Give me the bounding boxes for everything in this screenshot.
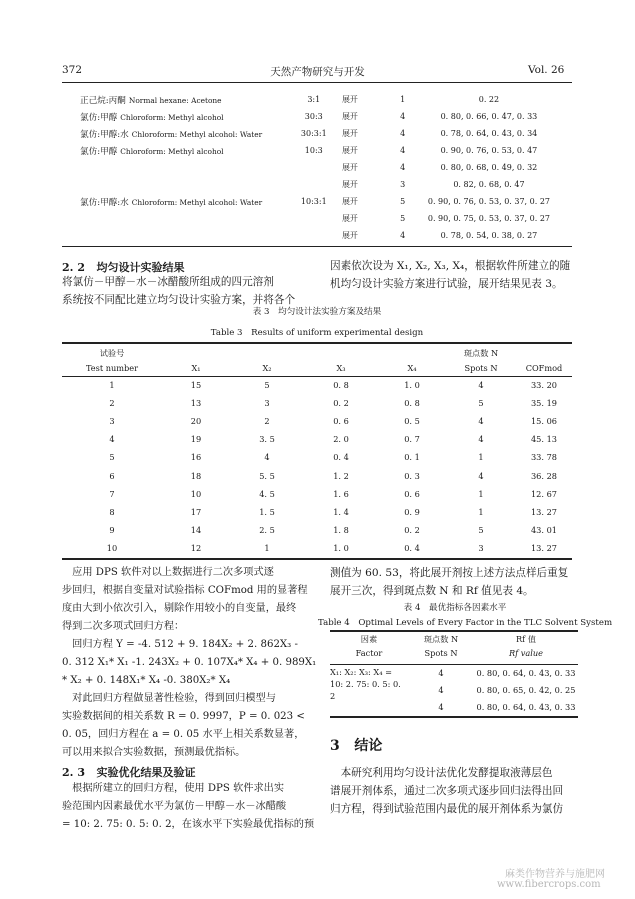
table-cell: 5 [478, 398, 484, 409]
rf-cell: 0. 90, 0. 75, 0. 53, 0. 37, 0. 27 [427, 214, 550, 223]
table-cell: 5 [478, 524, 484, 535]
ratio-cell: 30:3 [304, 112, 323, 121]
action-cell: 展开 [341, 180, 358, 189]
table-4-factor-cell [330, 666, 408, 702]
solvent-en: Chloroform: Methyl alcohol [120, 112, 224, 122]
text-line: 验范围内因素最优水平为氯仿－甲醇－水－冰醋酸 [62, 801, 287, 812]
spots-cell: 4 [400, 112, 406, 121]
text-line: 实验数据间的相关系数 R = 0. 9997，P = 0. 023 < [62, 711, 305, 722]
action-cell: 展开 [341, 214, 358, 223]
table-cell: 0. 4 [404, 542, 420, 553]
table-1-bottom-rule [62, 246, 572, 247]
table-cell: 4 [478, 470, 484, 481]
table-cell: 7 [109, 488, 115, 499]
header-factor-en: Factor [355, 648, 383, 658]
solvent-en: Chloroform: Methyl alcohol [120, 146, 224, 156]
solvent-en: Normal hexane: Acetone [128, 95, 222, 105]
table-cell: 3 [478, 542, 484, 553]
solvent-cn: 氯仿:甲醇 [80, 112, 118, 123]
journal-title: 天然产物研究与开发 [270, 66, 365, 78]
section-title: 均匀设计实验结果 [96, 261, 185, 274]
table-row [80, 142, 550, 159]
header-factor-cn: 因素 [360, 634, 378, 644]
watermark-url: www.fibercrops.com [497, 879, 601, 890]
table-cell: 1. 2 [333, 470, 349, 481]
text-line: 本研究利用均匀设计法优化发酵提取液薄层色 [330, 767, 553, 779]
table-cell: 1 [478, 452, 484, 463]
table-cell: 0. 7 [404, 434, 420, 445]
table-cell: 2. 0 [333, 434, 349, 445]
text-line: 0. 05，回归方程在 a = 0. 05 水平上相关系数显著， [62, 729, 305, 740]
table-cell: 35. 19 [530, 398, 558, 409]
table-row [80, 91, 550, 108]
solvent-cell [80, 108, 286, 125]
table-3-top-rule [62, 342, 572, 344]
table-cell: 13 [190, 398, 202, 409]
column-header [516, 346, 572, 360]
section-title: 结论 [354, 738, 383, 754]
spots-cell: 5 [400, 214, 406, 223]
rf-cell: 0. 80, 0. 66, 0. 47, 0. 33 [440, 112, 538, 121]
solvent-cell [80, 193, 286, 210]
spots-cell: 4 [438, 684, 444, 695]
para-2-2-left [62, 273, 295, 309]
table-header-row [62, 360, 572, 376]
table-4-header-en [330, 648, 578, 664]
spots-cell: 4 [438, 667, 444, 678]
header-rf-cn: Rf 值 [516, 634, 536, 644]
table-row [80, 210, 550, 227]
rf-cell: 0. 80, 0. 64, 0. 43, 0. 33 [476, 667, 576, 678]
solvent-cn: 氯仿:甲醇:水 [80, 197, 129, 208]
header-rf-en: Rf value [508, 648, 544, 658]
table-cell: 4 [264, 452, 270, 463]
section-number: 2. 3 [62, 766, 85, 779]
table-header-row [62, 346, 572, 360]
watermark-title: 麻类作物营养与施肥网 [505, 869, 605, 880]
column-header: Test number [85, 363, 139, 373]
table-row [62, 430, 572, 448]
table-cell: 0. 6 [333, 416, 349, 427]
header-spots-cn: 斑点数 N [423, 634, 459, 644]
optimization-text [62, 780, 324, 834]
table-cell: 1 [109, 380, 115, 391]
table-row [62, 503, 572, 521]
table-4-top-rule [330, 630, 578, 632]
volume-label: Vol. 26 [528, 64, 565, 76]
table-cell: 13. 27 [530, 506, 558, 517]
table-cell: 4 [109, 434, 115, 445]
spots-cell: 3 [400, 180, 406, 189]
section-number: 2. 2 [62, 261, 85, 274]
table-cell: 1 [478, 506, 484, 517]
column-header: X₃ [336, 363, 346, 373]
table-cell: 0. 9 [404, 506, 420, 517]
table-cell: 1 [478, 488, 484, 499]
column-header: X₂ [262, 363, 272, 373]
table-3-bottom-rule [62, 558, 572, 560]
table-cell: 14 [190, 524, 202, 535]
table-cell: 0. 2 [333, 398, 349, 409]
table-row [408, 681, 578, 698]
table-cell: 15 [190, 380, 202, 391]
spots-cell: 4 [400, 129, 406, 138]
conclusion-text [330, 764, 563, 818]
table-row [80, 108, 550, 125]
table-cell: 12 [190, 542, 202, 553]
table-row [408, 664, 578, 681]
table-cell: 16 [190, 452, 202, 463]
table-cell: 1 [264, 542, 270, 553]
table-cell: 17 [190, 506, 202, 517]
table-cell: 0. 2 [404, 524, 420, 535]
rf-cell: 0. 78, 0. 54, 0. 38, 0. 27 [440, 231, 538, 240]
text-line: 谱展开剂体系，通过二次多项式逐步回归法得出回 [330, 785, 564, 797]
table-row [408, 698, 578, 715]
rf-cell: 0. 80, 0. 64, 0. 43, 0. 33 [476, 701, 576, 712]
table-row [62, 394, 572, 412]
column-header [162, 346, 230, 360]
spots-cell: 4 [400, 231, 406, 240]
table-3-caption-en: Table 3 Results of uniform experimental design [210, 328, 424, 338]
column-header: Spots N [464, 363, 498, 373]
rf-cell: 0. 22 [478, 95, 500, 104]
table-4-caption-cn: 表 4 最优指标各因素水平 [403, 603, 507, 613]
table-4-header-cn [330, 634, 578, 648]
ratio-cell: 10:3:1 [300, 197, 327, 206]
table-cell: 36. 28 [530, 470, 558, 481]
section-3-heading [330, 735, 382, 755]
table-cell: 10 [190, 488, 202, 499]
para-2-2-right [330, 257, 570, 293]
table-cell: 3 [109, 416, 115, 427]
text-line: = 10: 2. 75: 0. 5: 0. 2，在该水平下实验最优指标的预 [62, 819, 315, 830]
table-cell: 0. 5 [404, 416, 420, 427]
rf-cell: 0. 78, 0. 64, 0. 43, 0. 34 [440, 129, 538, 138]
solvent-en: Chloroform: Methyl alcohol: Water [131, 197, 263, 207]
table-cell: 4 [478, 380, 484, 391]
spots-cell: 5 [400, 197, 406, 206]
table-3-caption-cn: 表 3 均匀设计法实验方案及结果 [252, 307, 382, 317]
text-line: 展开三次，得到斑点数 N 和 Rf 值见表 4。 [330, 585, 534, 597]
regression-text [62, 564, 324, 762]
solvent-cn: 氯仿:甲醇 [80, 146, 118, 157]
rf-cell: 0. 82, 0. 68, 0. 47 [453, 180, 525, 189]
table-4-bottom-rule [330, 716, 578, 718]
rf-cell: 0. 90, 0. 76, 0. 53, 0. 47 [440, 146, 538, 155]
column-header: COFmod [525, 363, 563, 373]
factor-line: X₁: X₂: X₃: X₄ = [330, 667, 392, 677]
table-cell: 2 [109, 398, 115, 409]
table-row [62, 521, 572, 539]
table-cell: 0. 8 [404, 398, 420, 409]
table-row [80, 227, 550, 244]
table-cell: 3. 5 [259, 434, 275, 445]
spots-cell: 1 [400, 95, 406, 104]
column-header: X₁ [191, 363, 201, 373]
table-cell: 1. 8 [333, 524, 349, 535]
header-rule [62, 82, 572, 83]
solvent-cell [80, 142, 286, 159]
page-number: 372 [62, 64, 83, 76]
solvent-en: Chloroform: Methyl alcohol: Water [131, 129, 263, 139]
text-line: 机均匀设计实验方案进行试验，展开结果见表 3。 [330, 278, 563, 290]
table-4-rows [408, 664, 578, 715]
action-cell: 展开 [341, 95, 358, 104]
table-cell: 45. 13 [530, 434, 558, 445]
table-cell: 9 [109, 524, 115, 535]
table-cell: 2. 5 [259, 524, 275, 535]
table-cell: 0. 1 [404, 452, 420, 463]
table-4-caption-en: Table 4 Optimal Levels of Every Factor in the TLC Solvent System [318, 618, 613, 628]
table-cell: 10 [106, 542, 118, 553]
text-line: 对此回归方程做显著性检验，得到回归模型与 [62, 693, 276, 704]
column-header: 斑点数 N [463, 347, 499, 358]
table-cell: 5 [264, 380, 270, 391]
table-cell: 4 [478, 434, 484, 445]
table-row [62, 539, 572, 557]
spots-cell: 4 [400, 163, 406, 172]
solvent-cell [80, 210, 286, 227]
table-cell: 20 [190, 416, 202, 427]
action-cell: 展开 [341, 231, 358, 240]
solvent-cell [80, 159, 286, 176]
action-cell: 展开 [341, 129, 358, 138]
ratio-cell: 10:3 [304, 146, 323, 155]
table-row [80, 159, 550, 176]
table-4 [330, 634, 578, 664]
ratio-cell [286, 176, 342, 193]
right-col-text [330, 564, 568, 600]
table-cell: 0. 3 [404, 470, 420, 481]
rf-cell: 0. 90, 0. 76, 0. 53, 0. 37, 0. 27 [427, 197, 550, 206]
solvent-cn: 氯仿:甲醇:水 [80, 129, 129, 140]
table-cell: 0. 8 [333, 380, 349, 391]
table-cell: 33. 78 [530, 452, 558, 463]
table-3 [62, 346, 572, 557]
table-cell: 2 [264, 416, 270, 427]
table-cell: 18 [190, 470, 202, 481]
table-cell: 15. 06 [530, 416, 558, 427]
solvent-cell [80, 125, 286, 142]
action-cell: 展开 [341, 197, 358, 206]
table-row [80, 193, 550, 210]
table-cell: 19 [190, 434, 202, 445]
table-cell: 1. 4 [333, 506, 349, 517]
text-line: 度由大到小依次引入，剔除作用较小的自变量，最终 [62, 603, 297, 614]
column-header [230, 346, 304, 360]
solvent-cell [80, 91, 286, 108]
table-cell: 13. 27 [530, 542, 558, 553]
table-cell: 8 [109, 506, 115, 517]
text-line: 测值为 60. 53，将此展开剂按上述方法点样后重复 [330, 567, 569, 579]
header-spots-en: Spots N [424, 648, 458, 658]
action-cell: 展开 [341, 146, 358, 155]
ratio-cell: 30:3:1 [300, 129, 327, 138]
table-cell: 0. 4 [333, 452, 349, 463]
ratio-cell: 3:1 [307, 95, 321, 104]
text-line: * X₂ + 0. 148X₁* X₄ -0. 380X₂* X₄ [62, 675, 231, 686]
rf-cell: 0. 80, 0. 68, 0. 49, 0. 32 [440, 163, 538, 172]
solvent-cell [80, 227, 286, 244]
table-cell: 0. 6 [404, 488, 420, 499]
table-cell: 12. 67 [530, 488, 558, 499]
rf-cell: 0. 80, 0. 65, 0. 42, 0. 25 [476, 684, 576, 695]
text-line: 步回归，根据自变量对试验指标 COFmod 用的显著程 [62, 585, 308, 596]
section-2-3-heading [62, 764, 195, 780]
ratio-cell [286, 159, 342, 176]
table-row [62, 376, 572, 394]
text-line: 根据所建立的回归方程，使用 DPS 软件求出实 [62, 783, 285, 794]
table-1 [80, 91, 550, 244]
table-cell: 4 [478, 416, 484, 427]
text-line: 可以用来拟合实验数据，预测最优指标。 [62, 747, 246, 758]
factor-line: 10: 2. 75: 0. 5: 0. 2 [330, 679, 401, 701]
table-cell: 1. 0 [404, 380, 420, 391]
table-cell: 6 [109, 470, 115, 481]
action-cell: 展开 [341, 112, 358, 121]
table-row [62, 412, 572, 430]
text-line: 系统按不同配比建立均匀设计实验方案，并将各个 [62, 294, 296, 306]
table-cell: 33. 20 [530, 380, 558, 391]
table-3-header-rule [62, 376, 572, 377]
column-header [304, 346, 378, 360]
table-cell: 1. 6 [333, 488, 349, 499]
action-cell: 展开 [341, 163, 358, 172]
column-header [378, 346, 446, 360]
table-cell: 5 [109, 452, 115, 463]
table-row [62, 485, 572, 503]
table-row [62, 448, 572, 466]
spots-cell: 4 [438, 701, 444, 712]
section-title: 实验优化结果及验证 [96, 766, 196, 779]
column-header: X₄ [407, 363, 417, 373]
table-cell: 1. 0 [333, 542, 349, 553]
table-cell: 43. 01 [530, 524, 558, 535]
text-line: 因素依次设为 X₁, X₂, X₃, X₄，根据软件所建立的随 [330, 260, 571, 272]
table-cell: 5. 5 [259, 470, 275, 481]
section-number: 3 [330, 738, 340, 754]
table-cell: 3 [264, 398, 270, 409]
text-line: 回归方程 Y = -4. 512 + 9. 184X₂ + 2. 862X₃ - [62, 639, 298, 650]
solvent-cn: 正己烷:丙酮 [80, 95, 126, 106]
table-cell: 4. 5 [259, 488, 275, 499]
text-line: 归方程，得到试验范围内最优的展开剂体系为氯仿 [330, 803, 564, 815]
solvent-cell [80, 176, 286, 193]
text-line: 0. 312 X₁* X₁ -1. 243X₂ + 0. 107X₄* X₄ + 0. 989X₁ [62, 657, 317, 668]
table-row [80, 125, 550, 142]
ratio-cell [286, 227, 342, 244]
text-line: 将氯仿－甲醇－水－冰醋酸所组成的四元溶剂 [62, 276, 274, 288]
column-header: 试验号 [99, 347, 125, 358]
text-line: 得到二次多项式回归方程： [62, 621, 185, 632]
text-line: 应用 DPS 软件对以上数据进行二次多项式逐 [62, 567, 274, 578]
table-cell: 1. 5 [259, 506, 275, 517]
table-row [80, 176, 550, 193]
ratio-cell [286, 210, 342, 227]
spots-cell: 4 [400, 146, 406, 155]
table-row [62, 466, 572, 484]
